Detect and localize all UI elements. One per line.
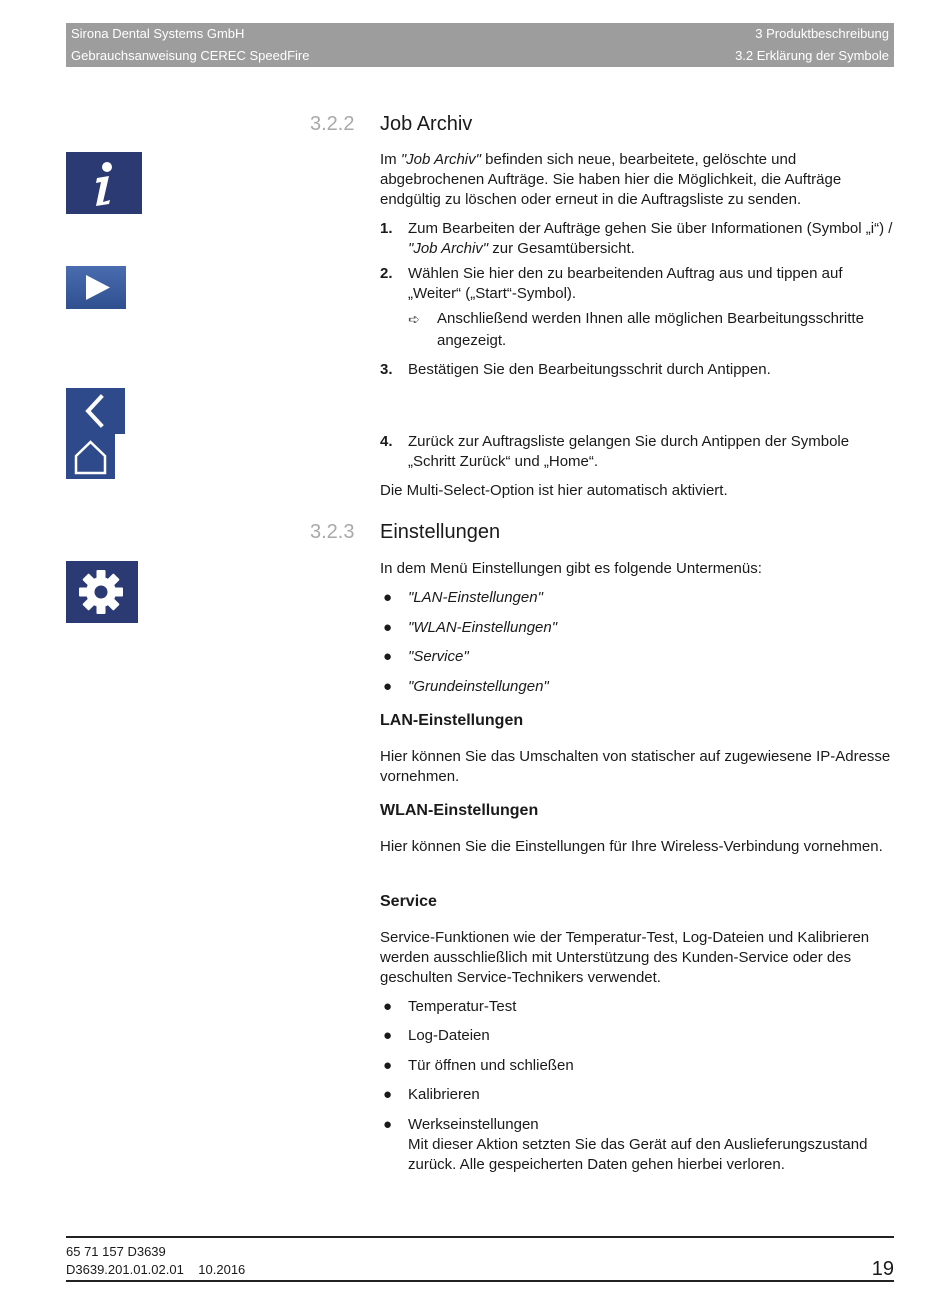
service-text: Service-Funktionen wie der Temperatur-Test, Log-Dateien und Kalibrieren werden ausschließlich mit Unterstützung des Kunden-Service oder des geschulten Service-Technikers verwendet. xyxy=(380,929,870,986)
list-item: ● "WLAN-Einstellungen" xyxy=(383,619,558,636)
list-item: ● "LAN-Einstellungen" xyxy=(383,589,543,606)
info-icon xyxy=(66,152,142,214)
result-arrow-icon: ➪ xyxy=(408,311,420,327)
job-archiv-step-3: 3. Bestätigen Sie den Bearbeitungsschrit durch Antippen. xyxy=(380,361,771,378)
footer-doc-id: D3639.201.01.02.01 10.2016 xyxy=(66,1262,246,1277)
gear-icon xyxy=(66,561,138,623)
list-item: ● Log-Dateien xyxy=(383,1027,490,1044)
page-number: 19 xyxy=(871,1258,894,1280)
job-archiv-step-1: 1. Zum Bearbeiten der Aufträge gehen Sie über Informationen (Symbol „i“) / "Job Archiv" zur Gesamtübersicht. xyxy=(380,220,893,257)
section-title-einstellungen: Einstellungen xyxy=(380,521,501,543)
wlan-text: Hier können Sie die Einstellungen für Ihre Wireless-Verbindung vornehmen. xyxy=(380,838,883,855)
job-archiv-step-4: 4. Zurück zur Auftragsliste gelangen Sie durch Antippen der Symbole „Schritt Zurück“ und „Home“. xyxy=(380,433,850,470)
job-archiv-step-2: 2. Wählen Sie hier den zu bearbeitenden Auftrag aus und tippen auf „Weiter“ („Start“-Symbol). xyxy=(380,265,843,302)
header-chapter: 3 Produktbeschreibung xyxy=(755,26,889,41)
werk-note-line-1: Mit dieser Aktion setzten Sie das Gerät auf den Auslieferungszustand xyxy=(408,1136,868,1153)
back-arrow-icon xyxy=(66,388,125,434)
footer-date: 10.2016 xyxy=(198,1262,246,1277)
list-item: ● "Grundeinstellungen" xyxy=(383,678,549,695)
lan-text: Hier können Sie das Umschalten von statischer auf zugewiesene IP-Adresse vornehmen. xyxy=(380,748,891,785)
footer-divider-top xyxy=(66,1236,894,1238)
list-item: ● Tür öffnen und schließen xyxy=(383,1057,574,1074)
job-archiv-intro: Im "Job Archiv" befinden sich neue, bearbeitete, gelöschte und abgebrochenen Aufträge. Sie haben hier die Möglichkeit, die Aufträge endgültig zu löschen oder erneut in die Auftragsliste zu senden. xyxy=(380,151,842,208)
header-company: Sirona Dental Systems GmbH xyxy=(71,26,245,41)
section-number-einstellungen: 3.2.3 xyxy=(310,521,355,543)
home-icon xyxy=(66,434,115,479)
header-section: 3.2 Erklärung der Symbole xyxy=(735,48,889,63)
wlan-heading: WLAN-Einstellungen xyxy=(380,802,539,819)
footer-doc-number: 65 71 157 D3639 xyxy=(66,1244,166,1259)
werk-note-line-2: zurück. Alle gespeicherten Daten gehen hierbei verloren. xyxy=(408,1156,785,1173)
section-title-job-archiv: Job Archiv xyxy=(380,113,473,135)
lan-heading: LAN-Einstellungen xyxy=(380,712,524,729)
page-header xyxy=(66,23,894,67)
list-item: ● Werkseinstellungen Mit dieser Aktion setzten Sie das Gerät auf den Auslieferungszustand zurück. Alle gespeicherten Daten gehen hierbei verloren. xyxy=(383,1116,868,1173)
list-item: ● Temperatur-Test xyxy=(383,998,517,1015)
footer-divider-bottom xyxy=(66,1280,894,1282)
service-heading: Service xyxy=(380,893,437,910)
job-archiv-note: Die Multi-Select-Option ist hier automatisch aktiviert. xyxy=(380,482,728,499)
play-icon xyxy=(66,266,126,309)
section-number-job-archiv: 3.2.2 xyxy=(310,113,355,135)
einstellungen-intro: In dem Menü Einstellungen gibt es folgende Untermenüs: xyxy=(380,560,762,577)
job-archiv-step-2-result: ➪ Anschließend werden Ihnen alle möglichen Bearbeitungsschritte angezeigt. xyxy=(408,310,864,349)
list-item: ● Kalibrieren xyxy=(383,1086,480,1103)
header-manual: Gebrauchsanweisung CEREC SpeedFire xyxy=(71,48,310,63)
list-item: ● "Service" xyxy=(383,648,469,665)
